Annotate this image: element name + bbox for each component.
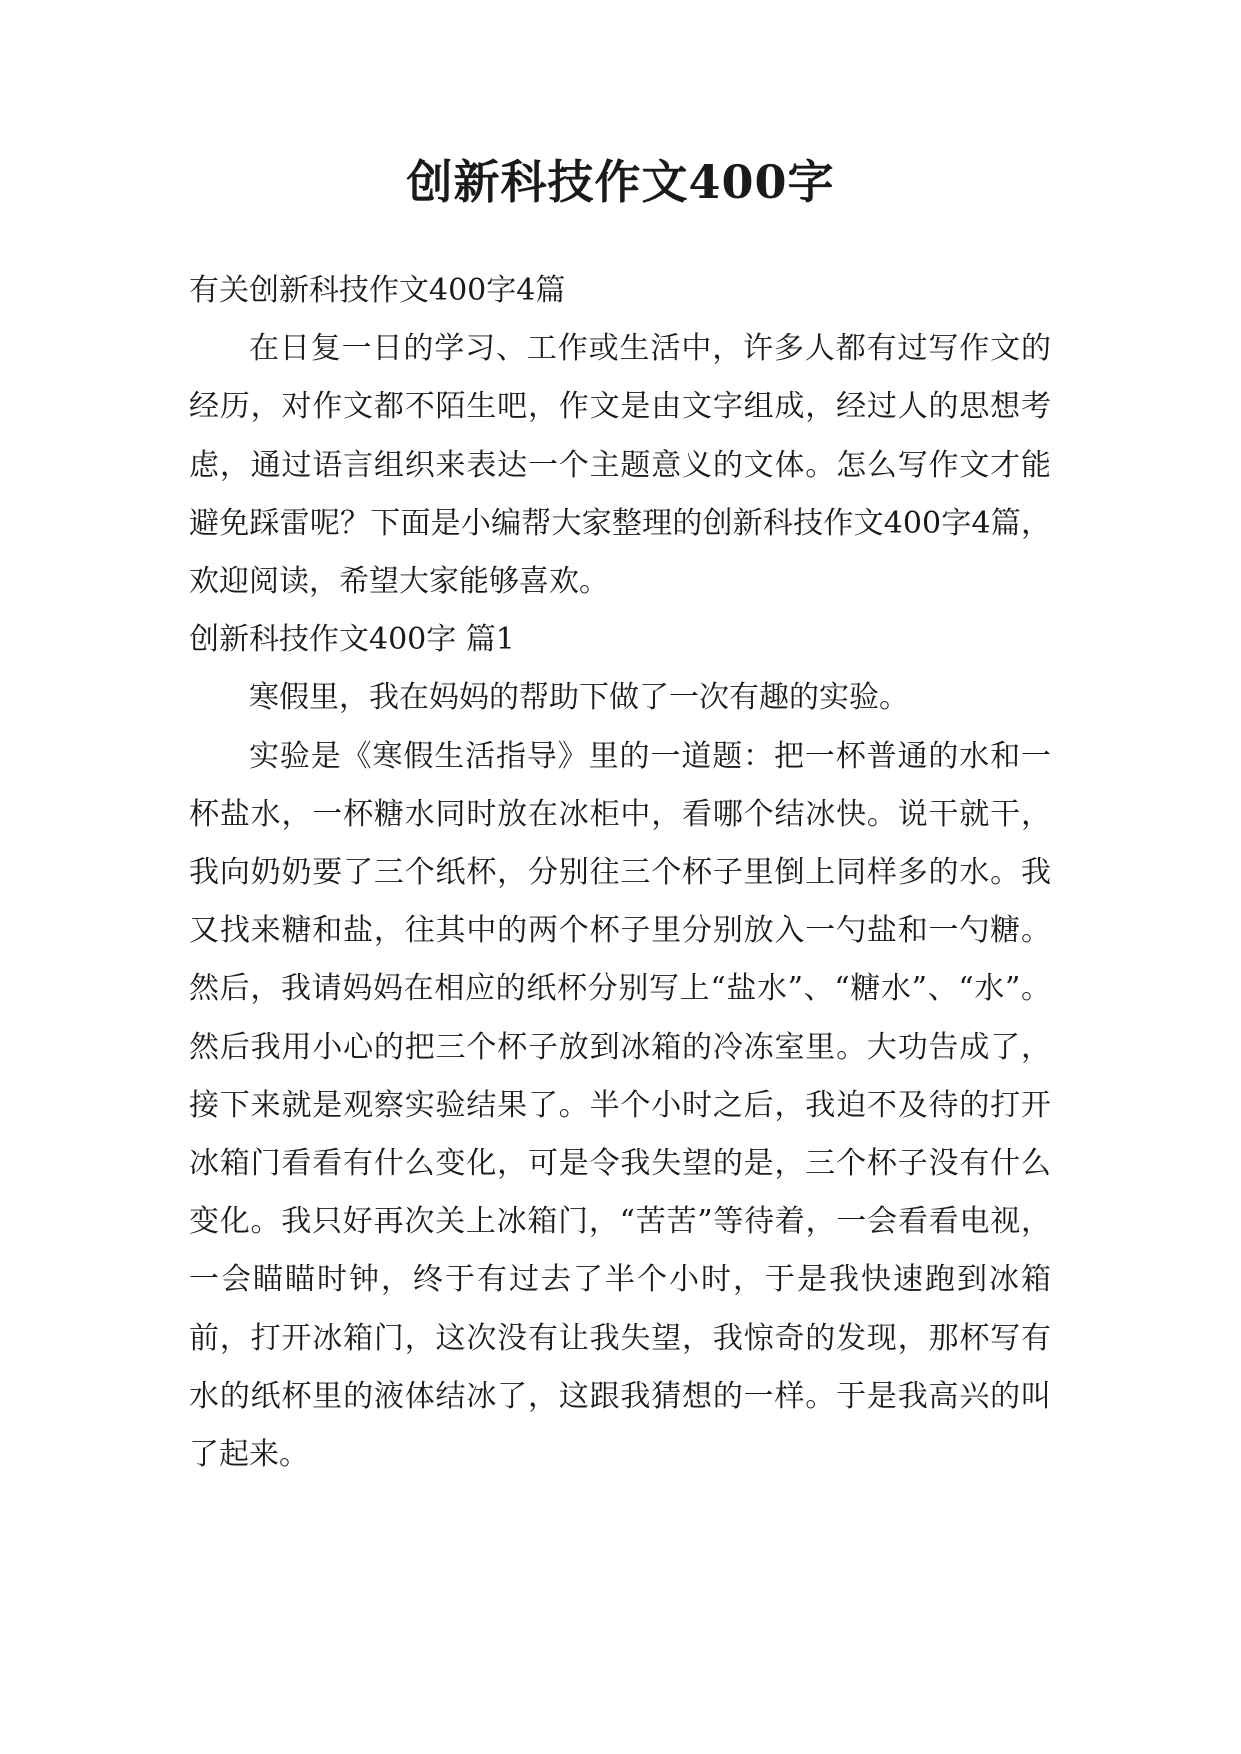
document-subtitle: 有关创新科技作文400字4篇 xyxy=(189,273,566,308)
body-paragraph: 寒假里，我在妈妈的帮助下做了一次有趣的实验。 xyxy=(249,680,909,716)
document-title: 创新科技作文400字 xyxy=(406,155,835,209)
body-paragraph: 实验是《寒假生活指导》里的一道题：把一杯普通的水和一杯盐水，一杯糖水同时放在冰柜中，看哪个结冰快。说干就干，我向奶奶要了三个纸杯，分别往三个杯子里倒上同样多的水。我又找来糖和盐，往其中的两个杯子里分别放入一勺盐和一勺糖。然后，我请妈妈在相应的纸杯分别写上“盐水”、“糖水”、“水”。然后我用小心的把三个杯子放到冰箱的冷冻室里。大功告成了，接下来就是观察实验结果了。半个小时之后，我迫不及待的打开冰箱门看看有什么变化，可是令我失望的是，三个杯子没有什么变化。我只好再次关上冰箱门，“苦苦”等待着，一会看看电视，一会瞄瞄时钟，终于有过去了半个小时，于是我快速跑到冰箱前，打开冰箱门，这次没有让我失望，我惊奇的发现，那杯写有水的纸杯里的液体结冰了，这跟我猜想的一样。于是我高兴的叫了起来。 xyxy=(189,738,1051,1473)
document-body xyxy=(189,262,1051,1484)
section-heading: 创新科技作文400字 篇1 xyxy=(189,622,515,658)
intro-paragraph: 在日复一日的学习、工作或生活中，许多人都有过写作文的经历，对作文都不陌生吧，作文是由文字组成，经过人的思想考虑，通过语言组织来表达一个主题意义的文体。怎么写作文才能避免踩雷呢？下面是小编帮大家整理的创新科技作文400字4篇，欢迎阅读，希望大家能够喜欢。 xyxy=(189,331,1051,600)
